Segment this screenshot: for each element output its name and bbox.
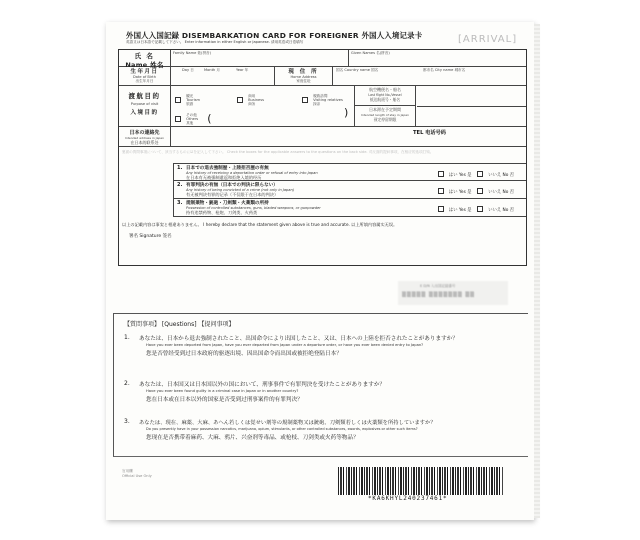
dob-day[interactable]: Day 日	[182, 68, 194, 72]
question-1: 1. 日本での退去強制歴・上陸拒否歴の有無 Any history of receiving a deportation order or refusal of entry into Japan 在日本有无被强制遣返和拒绝入境的经历 はい Yes 是 いいえ No 否	[173, 163, 526, 180]
arrival-badge: [ARRIVAL]	[458, 34, 518, 45]
checkbox[interactable]	[175, 116, 181, 122]
signature-label: 署名 Signature 签名	[129, 234, 172, 239]
dob-address-row	[119, 67, 526, 86]
dob-label: 生年月日 Date of Birth 出生年月日	[119, 67, 171, 85]
card-subtitle: 英語又は日本語で記載して下さい。 Enter information in either English or Japanese. 请用英语或日语填写	[126, 40, 304, 44]
question-3: 3. 規制薬物・銃砲・刀剣類・火薬類の所持 Possession of controlled substances, guns, bladed weapons, or gunpowder 持有违禁药物、枪炮、刀剑类、火药类 はい Yes 是 いいえ No 否	[173, 198, 526, 217]
dob-month[interactable]: Month 月	[204, 68, 220, 72]
barcode-number: *KA6KHYL240237461*	[368, 495, 448, 502]
questions-back-side	[113, 313, 528, 457]
instructions: 裏面の質問事項について、該当するものに☑を記入して下さい。 Check the boxes for the applicable answers to the questions on the back side. 对反面的提问事项，在相应的选项打钩。	[122, 150, 434, 154]
checkbox[interactable]	[175, 97, 181, 103]
contact-label: 日本の連絡先 Intended address in Japan 在日本的联系处	[119, 127, 171, 146]
checkbox[interactable]	[302, 97, 308, 103]
tel-label: TEL 电话号码	[413, 130, 446, 136]
q2-yes-checkbox[interactable]	[438, 188, 444, 194]
q2-answers: はい Yes 是 いいえ No 否	[438, 188, 518, 195]
record-number-stub: E D/N 入出国記録番号 ▒▒▒▒▒ ▒▒▒▒▒▒▒ ▒▒	[398, 281, 508, 305]
address-label: 現 住 所 Home Address 家庭住址	[275, 67, 333, 85]
purpose-business[interactable]: 商用 Business 商务	[237, 89, 264, 108]
purpose-row: 渡航目的 Purpose of visit 入境目的 観光 Tourism 旅游 商用 Business 商务 親族訪問 Visiting relatives 探亲 その他 Others 其他 ( ) 航空機便名・船名 Last flight No./Vessel 抵达航班号・船名 日本滞在予定期間 Intended length of stay in Japan 预定停留期限	[119, 86, 526, 127]
country-field[interactable]: 国名 Country name 国名	[336, 68, 379, 72]
barcode	[338, 467, 503, 495]
flight-number-field[interactable]	[417, 86, 526, 106]
card-title: 外国人入国記録 DISEMBARKATION CARD FOR FOREIGNER 外国人入境记录卡	[126, 31, 423, 40]
q2-no-checkbox[interactable]	[477, 188, 483, 194]
japan-address-field[interactable]	[173, 127, 526, 146]
purpose-others[interactable]: その他 Others 其他 (	[175, 108, 212, 127]
q1-answers: はい Yes 是 いいえ No 否	[438, 171, 518, 178]
q3-no-checkbox[interactable]	[477, 206, 483, 212]
contact-row	[119, 127, 526, 147]
q3-yes-checkbox[interactable]	[438, 206, 444, 212]
length-of-stay-field[interactable]	[417, 107, 526, 127]
signature-field[interactable]	[179, 238, 329, 246]
entry-form	[118, 49, 527, 266]
name-label: 氏 名 Name 姓名	[119, 50, 171, 66]
dob-year[interactable]: Year 年	[236, 68, 249, 72]
q1-yes-checkbox[interactable]	[438, 171, 444, 177]
purpose-tourism[interactable]: 観光 Tourism 旅游	[175, 89, 200, 108]
declaration: 以上の記載内容は事実と相違ありません。 I hereby declare that the statement given above is true and accurate. 以上所填内容属实无误。	[122, 222, 398, 227]
paper-edge	[534, 24, 540, 518]
family-name-field[interactable]: Family Name 姓(拼音)	[173, 51, 212, 55]
back-question-1: 1. あなたは、日本から退去強制されたこと、出国命令により出国したこと、又は、日本への上陸を拒否されたことがありますか？ Have you ever been deported from Japan, have you ever departed from Japan under a departure order, or have you ever been denied entry to Japan? 您是否曾经受到过日本政府的驱逐出境、因出国命令而出国或被拒绝登陆日本？	[124, 334, 458, 357]
flight-stay-labels: 航空機便名・船名 Last flight No./Vessel 抵达航班号・船名 日本滞在予定期間 Intended length of stay in Japan 预定停留期限	[354, 86, 416, 126]
purpose-label: 渡航目的 Purpose of visit 入境目的	[119, 86, 171, 126]
city-field[interactable]: 都市名 City name 城市名	[423, 68, 466, 72]
back-question-3: 3. あなたは、現在、麻薬、大麻、あへん若しくは覚せい剤等の規制薬物又は銃砲、刀剣類若しくは火薬類を所持していますか？ Do you presently have in your possession narcotics, marijuana, opium, stimulants, or other controlled substances, swords, explosives or other such items? 您现在是否携带着麻药、大麻、鸦片、兴奋剂等毒品、或枪枝、刀剑类或火药等物品？	[124, 418, 436, 441]
questions-header: 【質問事項】 [Questions] 【提问事项】	[124, 321, 235, 328]
purpose-visiting-relatives[interactable]: 親族訪問 Visiting relatives 探亲	[302, 89, 343, 108]
checkbox[interactable]	[237, 97, 243, 103]
name-row	[119, 50, 526, 67]
q1-no-checkbox[interactable]	[477, 171, 483, 177]
official-use-label: 官用欄 Official Use Only	[122, 469, 152, 478]
question-2: 2. 有罪判決の有無（日本での判決に限らない） Any history of being convicted of a crime (not only in Japan) 有无被判决有罪的记录（不仅限于在日本的判决） はい Yes 是 いいえ No 否	[173, 180, 526, 198]
given-name-field[interactable]: Given Names 名(拼音)	[351, 51, 390, 55]
back-question-2: 2. あなたは、日本国又は日本国以外の国において、刑事事件で有罪判決を受けたことがありますか？ Have you ever been found guilty in a criminal case in Japan or in another country? 您在日本或在日本以外的国家是否受到过刑事案件的有罪判决？	[124, 380, 386, 403]
q3-answers: はい Yes 是 いいえ No 否	[438, 206, 518, 213]
